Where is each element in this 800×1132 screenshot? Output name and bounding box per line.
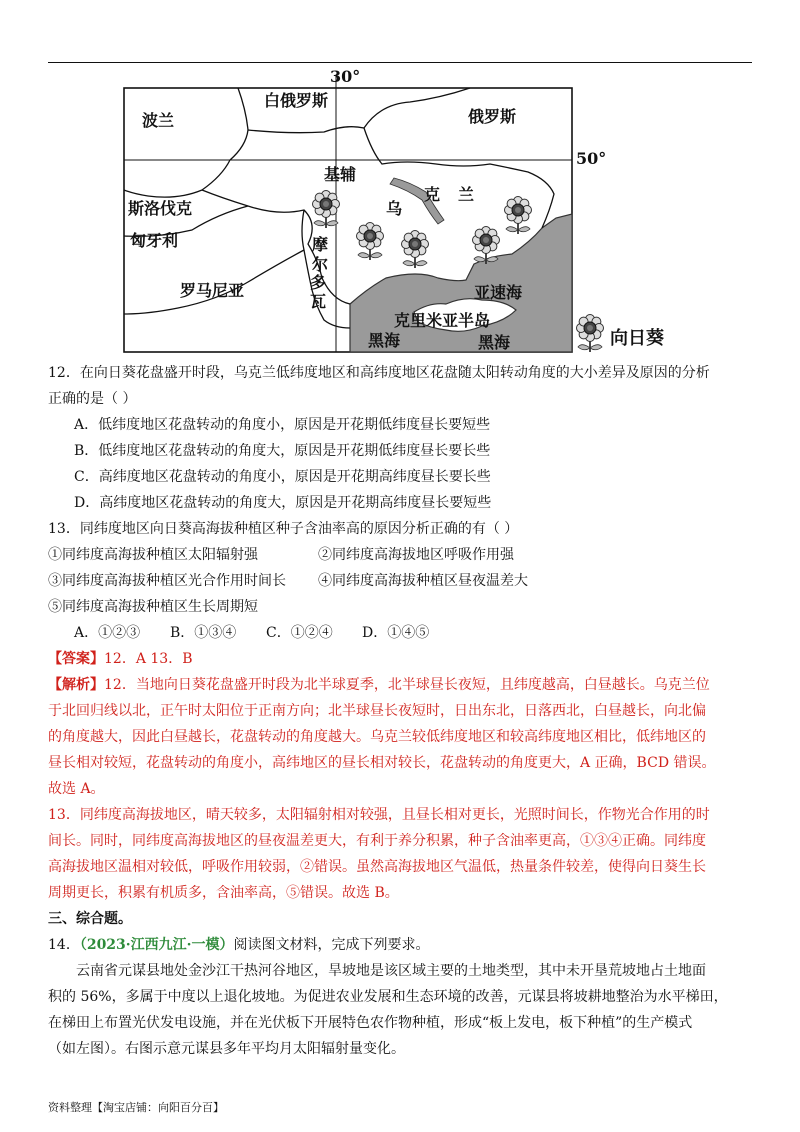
analysis-12-line-5: 故选 A。 bbox=[48, 781, 105, 797]
ukraine-map bbox=[118, 64, 718, 356]
q14-source: （2023·江西九江·一模） bbox=[79, 937, 234, 953]
sunflower-icon bbox=[473, 227, 500, 265]
label-hungary: 匈牙利 bbox=[130, 231, 179, 250]
analysis-13-line-1: 13．同纬度高海拔地区，晴天较多，太阳辐射相对较强，且昼长相对更长，光照时间长，作物光合作用的时 bbox=[48, 807, 710, 823]
legend-label: 向日葵 bbox=[610, 328, 664, 349]
analysis-13-line-3: 高海拔地区温相对较低，呼吸作用较弱，②错误。虽然高海拔地区气温低，热量条件较差，使得向日葵生长 bbox=[48, 859, 706, 875]
q13-option-b: B．①③④ bbox=[170, 625, 237, 641]
label-kyiv: 基辅 bbox=[324, 165, 357, 184]
q13-stem: 13．同纬度地区向日葵高海拔种植区种子含油率高的原因分析正确的有（ ） bbox=[48, 521, 519, 537]
q14-num: 14． bbox=[48, 937, 80, 953]
q12-option-b: B．低纬度地区花盘转动的角度大，原因是开花期低纬度昼长要长些 bbox=[74, 443, 491, 459]
sunflower-icon bbox=[402, 231, 429, 269]
sunflower-icon bbox=[505, 197, 532, 235]
label-azov-sea: 亚速海 bbox=[474, 283, 523, 302]
q13-items-row-1 bbox=[48, 542, 752, 568]
answer-tag: 【答案】 bbox=[48, 651, 104, 667]
analysis-13-line-4: 周期更长，积累有机质多，含油率高，⑤错误。故选 B。 bbox=[48, 885, 399, 901]
analysis-12-line-3: 的角度越大，因此白昼越长，花盘转动的角度越大。乌克兰较低纬度地区和较高纬度地区相比，低纬地区的 bbox=[48, 729, 706, 745]
label-ukraine-2: 克 bbox=[424, 185, 441, 204]
q13-item-4: ④同纬度高海拔种植区昼夜温差大 bbox=[318, 573, 528, 589]
label-moldova-4: 瓦 bbox=[310, 292, 327, 311]
q14-para-2: 积的 56%，多属于中度以上退化坡地。为促进农业发展和生态环境的改善，元谋县将坡耕地整治为水平梯田， bbox=[48, 989, 728, 1005]
sunflower-icon bbox=[357, 223, 384, 261]
label-moldova-2: 尔 bbox=[312, 255, 329, 274]
q12-option-d: D．高纬度地区花盘转动的角度大，原因是开花期高纬度昼长要短些 bbox=[74, 495, 492, 511]
q12-stem-1: 12．在向日葵花盘盛开时段，乌克兰低纬度地区和高纬度地区花盘随太阳转动角度的大小差异及原因的分析 bbox=[48, 365, 710, 381]
label-moldova-3: 多 bbox=[310, 273, 327, 292]
q14-stem bbox=[48, 932, 752, 958]
analysis-13-line-2: 间长。同时，同纬度高海拔地区的昼夜温差更大，有利于养分积累，种子含油率更高，①③④正确。同纬度 bbox=[48, 833, 706, 849]
q13-option-a: A．①②③ bbox=[74, 625, 141, 641]
sunflower-icon bbox=[313, 191, 340, 229]
sunflower-icon bbox=[577, 315, 604, 353]
label-belarus: 白俄罗斯 bbox=[264, 91, 329, 110]
label-ukraine-1: 乌 bbox=[386, 199, 403, 218]
q12-option-c: C．高纬度地区花盘转动的角度小，原因是开花期高纬度昼长要长些 bbox=[74, 469, 491, 485]
label-black-sea-2: 黑海 bbox=[478, 333, 511, 352]
q13-items-row-2 bbox=[48, 568, 752, 594]
answer-text: 12．A 13．B bbox=[104, 651, 193, 667]
label-poland: 波兰 bbox=[142, 111, 175, 130]
q13-options bbox=[48, 620, 752, 646]
q13-option-c: C．①②④ bbox=[266, 625, 333, 641]
q13-item-2: ②同纬度高海拔地区呼吸作用强 bbox=[318, 547, 514, 563]
label-ukraine-3: 兰 bbox=[458, 185, 475, 204]
label-black-sea-1: 黑海 bbox=[368, 331, 401, 350]
lat-label: 50° bbox=[576, 149, 607, 168]
analysis-tag: 【解析】 bbox=[48, 677, 104, 693]
q14-para-3: 在梯田上布置光伏发电设施，并在光伏板下开展特色农作物种植，形成“板上发电，板下种植”的生产模式 bbox=[48, 1015, 693, 1031]
footer-note: 资料整理【淘宝店铺：向阳百分百】 bbox=[48, 1101, 224, 1114]
q12-stem-2: 正确的是（ ） bbox=[48, 391, 137, 407]
question-content bbox=[48, 360, 752, 1062]
analysis-12-line-4: 昼长相对较短，花盘转动的角度小，高纬地区的昼长相对较长，花盘转动的角度更大，A 正确，BCD 错误。 bbox=[48, 755, 716, 771]
q13-item-5: ⑤同纬度高海拔种植区生长周期短 bbox=[48, 599, 258, 615]
q13-item-1: ①同纬度高海拔种植区太阳辐射强 bbox=[48, 547, 258, 563]
section-title: 三、综合题。 bbox=[48, 911, 132, 927]
label-slovakia: 斯洛伐克 bbox=[128, 199, 193, 218]
label-moldova-1: 摩 bbox=[312, 235, 329, 254]
q13-item-3: ③同纬度高海拔种植区光合作用时间长 bbox=[48, 573, 286, 589]
label-romania: 罗马尼亚 bbox=[180, 281, 245, 300]
lon-label: 30° bbox=[330, 67, 361, 86]
label-russia: 俄罗斯 bbox=[468, 107, 517, 126]
analysis-12-line-2: 于北回归线以北，正午时太阳位于正南方向；北半球昼长夜短时，日出东北，日落西北，白昼越长，向北偏 bbox=[48, 703, 706, 719]
q14-para-4: （如左图）。右图示意元谋县多年平均月太阳辐射量变化。 bbox=[48, 1041, 405, 1057]
q14-para-1: 云南省元谋县地处金沙江干热河谷地区，旱坡地是该区域主要的土地类型，其中未开垦荒坡地占土地面 bbox=[76, 963, 706, 979]
q13-option-d: D．①④⑤ bbox=[362, 625, 430, 641]
analysis-12-line-1: 【解析】12．当地向日葵花盘盛开时段为北半球夏季，北半球昼长夜短，且纬度越高，白昼越长。乌克兰位 bbox=[48, 677, 710, 693]
answer-line bbox=[48, 646, 752, 672]
q14-instruction: 阅读图文材料，完成下列要求。 bbox=[233, 937, 430, 953]
header-rule bbox=[48, 62, 752, 63]
label-crimea: 克里米亚半岛 bbox=[394, 311, 491, 330]
q12-option-a: A．低纬度地区花盘转动的角度小，原因是开花期低纬度昼长要短些 bbox=[74, 417, 491, 433]
